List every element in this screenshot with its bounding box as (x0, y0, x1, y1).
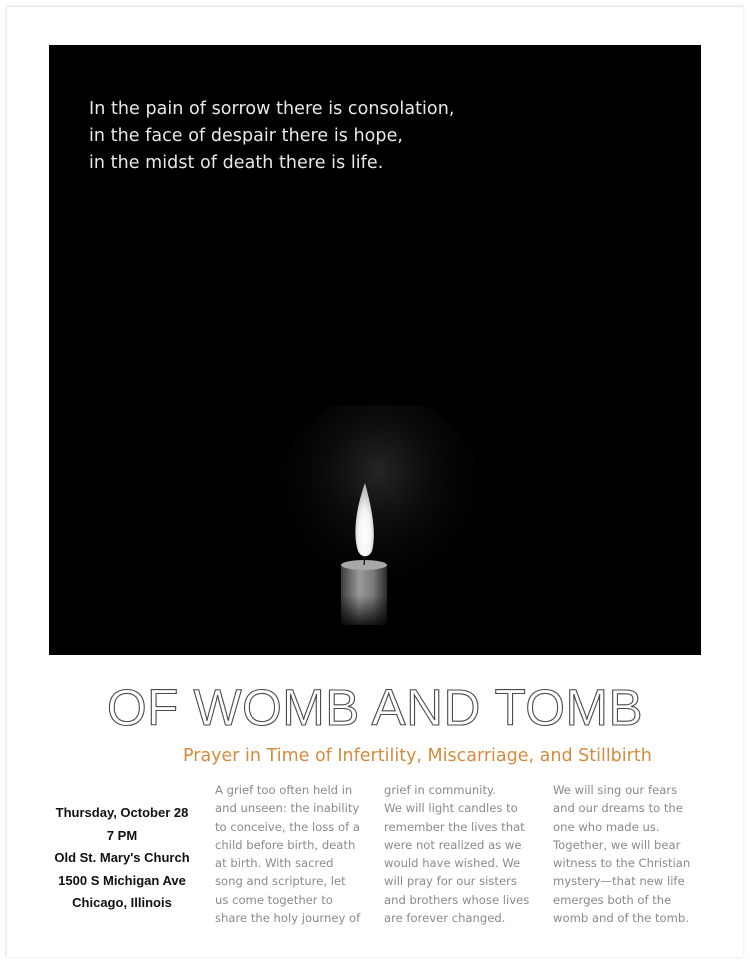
body-line: and brothers whose lives (384, 892, 530, 907)
body-line: witness to the Christian (553, 856, 691, 871)
body-line: grief in community. (384, 783, 496, 797)
event-venue: Old St. Mary's Church (54, 850, 190, 865)
body-line: would have wished. We (384, 856, 521, 871)
body-line: We will sing our fears (553, 783, 678, 797)
quote-line: in the face of despair there is hope, (89, 126, 403, 146)
body-line: Together, we will bear (553, 837, 681, 852)
event-address: 1500 S Michigan Ave (58, 872, 186, 888)
page-title: OF WOMB AND TOMB (107, 679, 643, 736)
quote-line: In the pain of sorrow there is consolation, (89, 99, 455, 119)
body-line: share the holy journey of (215, 911, 361, 926)
candle-photo (49, 45, 701, 655)
body-line: us come together to (215, 892, 333, 907)
body-line: at birth. With sacred (215, 856, 334, 871)
body-line: child before birth, death (215, 837, 356, 852)
body-line: are forever changed. (384, 911, 506, 926)
body-column-3 (553, 781, 713, 927)
event-details (48, 802, 196, 915)
body-line: emerges both of the (553, 892, 672, 907)
event-time: 7 PM (106, 827, 138, 843)
page-subtitle: Prayer in Time of Infertility, Miscarriage, and Stillbirth (183, 746, 652, 766)
quote (89, 96, 649, 177)
candle-image (279, 405, 479, 655)
event-date: Thursday, October 28 (55, 805, 189, 820)
body-line: remember the lives that (384, 819, 525, 834)
body-line: mystery—that new life (553, 874, 685, 889)
body-line: will pray for our sisters (384, 874, 517, 889)
body-line: We will light candles to (384, 801, 518, 816)
body-line: womb and of the tomb. (553, 911, 689, 926)
candle-shadow (341, 595, 387, 627)
quote-line: in the midst of death there is life. (89, 153, 384, 173)
body-line: one who made us. (553, 819, 660, 834)
body-column-2 (384, 781, 544, 927)
event-city: Chicago, Illinois (72, 895, 172, 910)
body-line: A grief too often held in (215, 783, 353, 797)
body-line: to conceive, the loss of a (215, 819, 360, 834)
candle-wick (364, 555, 365, 565)
body-column-1 (215, 781, 375, 927)
body-line: and our dreams to the (553, 801, 683, 816)
body-line: were not realized as we (384, 837, 522, 852)
body-line: song and scripture, let (215, 874, 346, 889)
body-line: and unseen: the inability (215, 801, 360, 816)
